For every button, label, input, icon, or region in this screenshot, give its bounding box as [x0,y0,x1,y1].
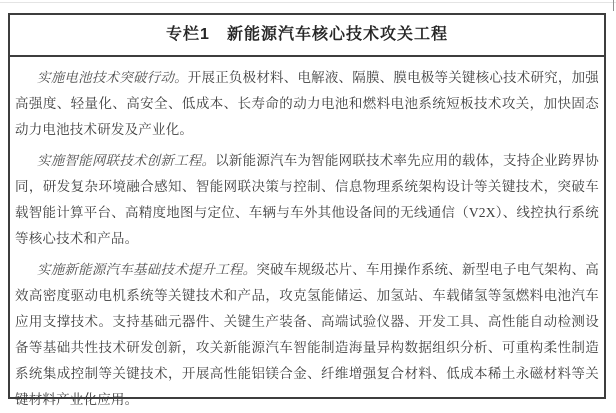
paragraph-text-basic-tech: 突破车规级芯片、车用操作系统、新型电子电气架构、高效高密度驱动电机系统等关键技术和产品，攻克氢能储运、加氢站、车载储氢等氢燃料电池汽车应用支撑技术。支持基础元器件、关键生产装备、高端试验仪器、开发工具、高性能自动检测设备等基础共性技术研发创新，攻关新能源汽车智能制造海量异构数据组织分析、可重构柔性制造系统集成控制等关键技术，开展高性能铝镁合金、纤维增强复合材料、低成本稀土永磁材料等关键材料产业化应用。 [15,262,600,407]
paragraph-basic-technology [15,257,599,413]
paragraph-lead-connectivity: 实施智能网联技术创新工程。 [37,153,216,168]
paragraph-lead-battery: 实施电池技术突破行动。 [37,70,188,85]
feature-column-box [8,13,606,407]
outer-frame-top-line [0,2,616,3]
paragraph-intelligent-connectivity [15,148,599,252]
outer-frame-right-border [613,0,614,11]
column-box-title: 专栏1 新能源汽车核心技术攻关工程 [10,15,604,57]
paragraph-lead-basic-tech: 实施新能源汽车基础技术提升工程。 [37,262,257,277]
paragraph-text-connectivity: 以新能源汽车为智能网联技术率先应用的载体，支持企业跨界协同，研发复杂环境融合感知、智能网联决策与控制、信息物理系统架构设计等关键技术，突破车载智能计算平台、高精度地图与定位、车辆与车外其他设备间的无线通信（V2X）、线控执行系统等核心技术和产品。 [15,153,599,246]
paragraph-text-battery: 开展正负极材料、电解液、隔膜、膜电极等关键核心技术研究，加强高强度、轻量化、高安全、低成本、长寿命的动力电池和燃料电池系统短板技术攻关，加快固态动力电池技术研发及产业化。 [15,70,599,137]
paragraph-battery-technology [15,65,599,143]
column-box-body [10,57,604,413]
